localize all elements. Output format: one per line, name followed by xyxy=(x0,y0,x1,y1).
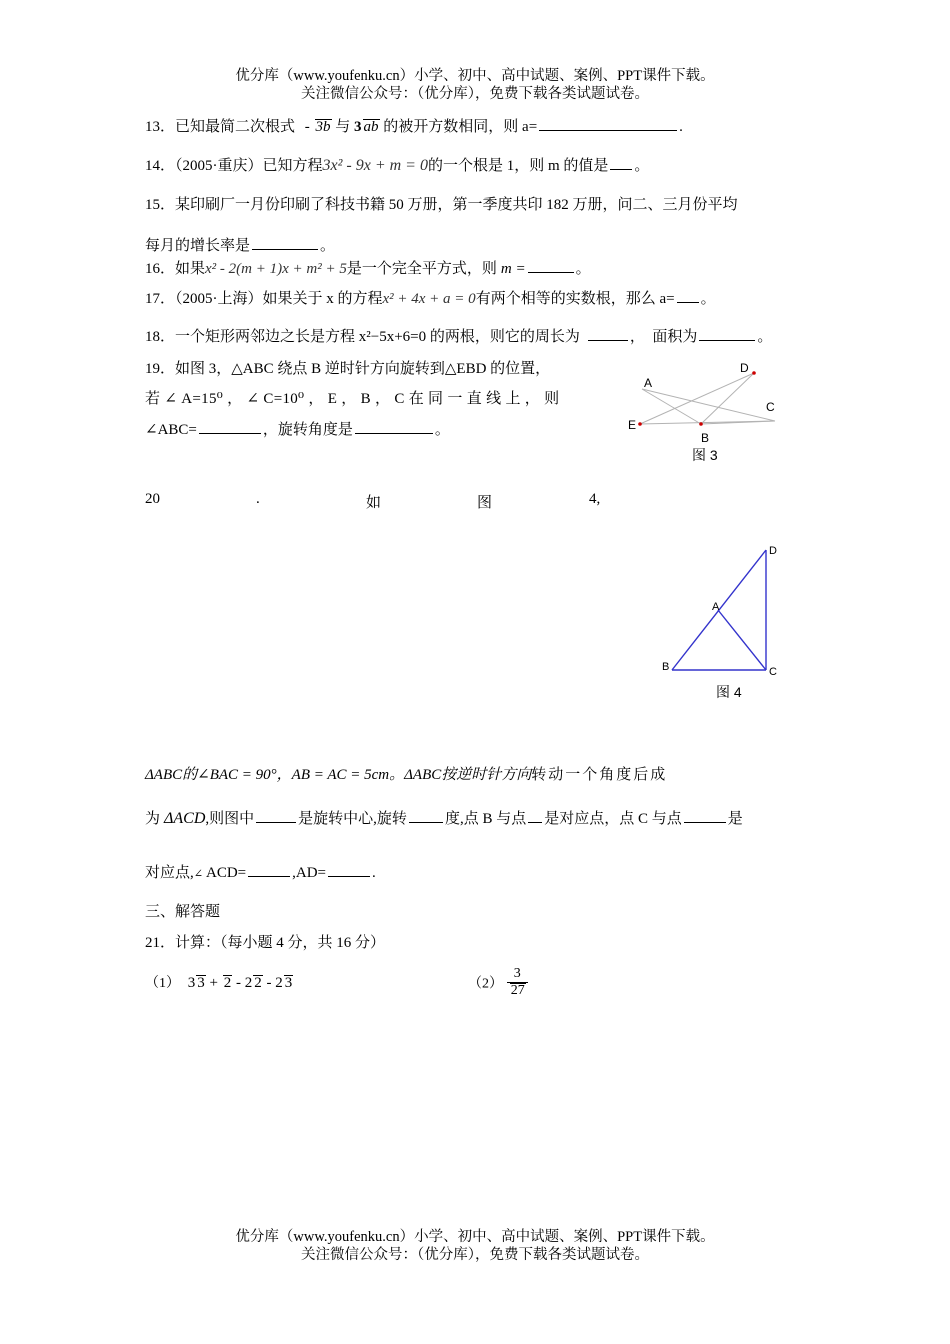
question-18 xyxy=(145,325,772,346)
question-20-line-4 xyxy=(145,861,376,882)
question-19-line-1: 19．如图 3，△ABC 绕点 B 逆时针方向旋转到△EBD 的位置， xyxy=(145,361,551,377)
q21-p1-op-2: - 2 xyxy=(232,975,253,991)
q19-angle-blank[interactable] xyxy=(199,419,261,434)
q15-prefix: 每月的增长率是 xyxy=(145,238,251,254)
question-16 xyxy=(145,258,591,280)
q20-angle-symbol: ∠ xyxy=(193,868,203,880)
q20-ad-label: ,AD= xyxy=(292,865,326,881)
footer-line-2: 关注微信公众号：（优分库），免费下载各类试题试卷。 xyxy=(301,1247,649,1263)
q20-dot: . xyxy=(256,491,260,507)
q18-prefix: 18．一个矩形两邻边之长是方程 x²−5x+6=0 的两根，则它的周长为 xyxy=(145,329,580,345)
q21-p1-radicand-4: 3 xyxy=(284,975,293,991)
q21-p1-op-1: + xyxy=(205,975,222,991)
footer-line-1: 优分库（www.youfenku.cn）小学、初中、高中试题、案例、PPT课件下载。 xyxy=(235,1229,715,1245)
q21-part-1-expression xyxy=(188,975,293,991)
q13-mid: 与 xyxy=(335,119,351,135)
q19-rotation-blank[interactable] xyxy=(355,419,433,434)
q13-blank[interactable] xyxy=(539,116,677,131)
fig4-line-AC xyxy=(718,610,766,670)
q17-prefix: 17．（2005·上海）如果关于 x 的方程 xyxy=(145,291,383,307)
q13-suffix: 的被开方数相同，则 a= xyxy=(383,119,538,135)
q21-p1-op-3: - 2 xyxy=(262,975,283,991)
q20-condition: ΔABC的∠BAC = 90°，AB = AC = 5cm。ΔABC按逆时针方向 xyxy=(145,767,532,783)
q20-center-blank[interactable] xyxy=(256,808,296,823)
q16-end: 。 xyxy=(575,261,591,277)
q21-p1-radicand-2: 2 xyxy=(223,975,232,991)
q20-ru: 如 xyxy=(366,495,382,511)
fig3-point-B xyxy=(699,422,703,426)
q14-suffix: 的一个根是 1，则 m 的值是 xyxy=(427,158,609,174)
q21-p1-sqrt-3 xyxy=(253,975,263,990)
q21-p1-radicand-3: 2 xyxy=(254,975,262,991)
question-15-line-1: 15．某印刷厂一月份印刷了科技书籍 50 万册，第一季度共印 182 万册，问二、三月份平均 xyxy=(145,197,738,213)
q20-point-c-blank[interactable] xyxy=(684,808,726,823)
q17-end: 。 xyxy=(700,291,716,307)
q13-radicand-1: 3b xyxy=(315,119,331,135)
fig4-label-D: D xyxy=(769,545,777,557)
fig3-label-D: D xyxy=(740,361,749,375)
fig3-point-D xyxy=(752,371,756,375)
question-17 xyxy=(145,288,716,310)
q20-in-figure: ,则图中 xyxy=(205,811,255,827)
fig4-label-C: C xyxy=(769,666,777,678)
q20-acd-label: ACD= xyxy=(205,865,247,881)
q13-neg: - xyxy=(304,119,310,135)
q21-p1-coef-1: 3 xyxy=(187,975,196,991)
question-13 xyxy=(145,116,683,138)
q17-suffix: 有两个相等的实数根，那么 a= xyxy=(475,291,675,307)
fig4-label-A: A xyxy=(712,601,720,613)
header-line-2: 关注微信公众号：（优分库），免费下载各类试题试卷。 xyxy=(301,86,649,102)
q15-blank[interactable] xyxy=(252,235,318,250)
q21-part-2-fraction xyxy=(507,966,528,999)
question-21-title: 21．计算：（每小题 4 分，共 16 分） xyxy=(145,935,386,951)
q20-wei: 为 xyxy=(145,811,161,827)
fig3-label-A: A xyxy=(644,376,653,390)
question-19-line-3 xyxy=(145,418,450,439)
q21-part-2 xyxy=(468,966,528,999)
q21-p2-radicand: 27 xyxy=(510,983,525,998)
q16-blank[interactable] xyxy=(528,258,574,273)
fig4-label-B: B xyxy=(662,661,670,673)
q20-condition-tail: 转动一个角度后成 xyxy=(531,767,668,783)
q13-radical-1 xyxy=(315,119,332,134)
q21-part-1-label: （1） xyxy=(145,976,180,991)
q20-triangle-acd: ΔACD xyxy=(164,810,206,827)
q16-suffix: 是一个完全平方式，则 xyxy=(346,261,497,277)
q14-equation: 3x² - 9x + m = 0 xyxy=(322,157,428,174)
fig3-label-B: B xyxy=(701,431,710,445)
q18-perimeter-blank[interactable] xyxy=(588,326,628,341)
q20-point-b: 度,点 B 与点 xyxy=(444,811,527,827)
q21-part-1 xyxy=(145,971,293,996)
q13-coef: 3 xyxy=(354,119,362,135)
q21-p1-radicand-1: 3 xyxy=(197,975,205,991)
question-15-line-2 xyxy=(145,234,335,255)
q20-point-c: 是对应点，点 C 与点 xyxy=(544,811,682,827)
q17-equation: x² + 4x + a = 0 xyxy=(382,291,476,307)
q16-var: m = xyxy=(500,261,526,277)
fig3-caption: 图 3 xyxy=(692,447,718,463)
fig3-label-E: E xyxy=(628,418,637,432)
question-14 xyxy=(145,155,649,177)
fig3-point-E xyxy=(638,422,642,426)
q20-degree-blank[interactable] xyxy=(409,808,443,823)
header-line-1: 优分库（www.youfenku.cn）小学、初中、高中试题、案例、PPT课件下载。 xyxy=(235,68,715,84)
question-20-line-2 xyxy=(145,764,667,786)
q16-prefix: 16．如果 xyxy=(145,261,206,277)
q13-radical-2 xyxy=(363,119,380,134)
q18-end: 。 xyxy=(757,329,773,345)
q20-acd-blank[interactable] xyxy=(248,862,290,877)
q14-end: 。 xyxy=(634,158,650,174)
q21-p1-sqrt-2 xyxy=(223,975,233,990)
q13-end: . xyxy=(679,119,683,135)
question-19-line-2: 若 ∠ A=15⁰ ， ∠ C=10⁰ ， E ， B ， C 在 同 一 直 线 上 ， 则 xyxy=(145,391,560,407)
q20-point-b-blank[interactable] xyxy=(528,808,542,823)
q20-correspond: 对应点, xyxy=(145,865,194,881)
figure-3 xyxy=(620,355,790,470)
q19-angle-label: ∠ABC= xyxy=(145,422,197,438)
fig3-label-C: C xyxy=(766,400,775,414)
q20-end: . xyxy=(372,865,376,881)
q18-mid: ， 面积为 xyxy=(629,329,698,345)
fig4-caption: 图 4 xyxy=(716,684,742,700)
q14-blank[interactable] xyxy=(610,155,632,170)
figure-4 xyxy=(655,540,795,705)
q13-radicand-2: ab xyxy=(363,119,379,135)
q20-rotation: 是旋转中心,旋转 xyxy=(298,811,407,827)
q20-shi: 是 xyxy=(727,811,743,827)
q21-p2-sqrt xyxy=(510,983,526,998)
q19-end: 。 xyxy=(434,422,450,438)
q13-prefix: 13．已知最简二次根式 xyxy=(145,119,296,135)
fig3-line-BD xyxy=(701,373,754,424)
q20-figure-ref: 4, xyxy=(589,491,601,507)
q20-tu: 图 xyxy=(477,495,493,511)
q19-rotation-label: ，旋转角度是 xyxy=(262,422,353,438)
q14-prefix: 14．（2005·重庆）已知方程 xyxy=(145,158,323,174)
q15-end: 。 xyxy=(320,238,336,254)
q21-p1-sqrt-1 xyxy=(196,975,206,990)
question-20-line-3 xyxy=(145,808,743,830)
section-3-title: 三、解答题 xyxy=(145,904,221,920)
q21-p1-sqrt-4 xyxy=(284,975,294,990)
q20-ad-blank[interactable] xyxy=(328,862,370,877)
q21-part-2-label: （2） xyxy=(468,976,503,992)
q17-blank[interactable] xyxy=(677,288,699,303)
q21-p2-denominator xyxy=(507,982,528,999)
q16-equation: x² - 2(m + 1)x + m² + 5 xyxy=(205,261,347,277)
q21-p2-numerator: 3 xyxy=(513,966,521,981)
q20-number: 20 xyxy=(145,491,160,507)
q18-area-blank[interactable] xyxy=(699,326,755,341)
